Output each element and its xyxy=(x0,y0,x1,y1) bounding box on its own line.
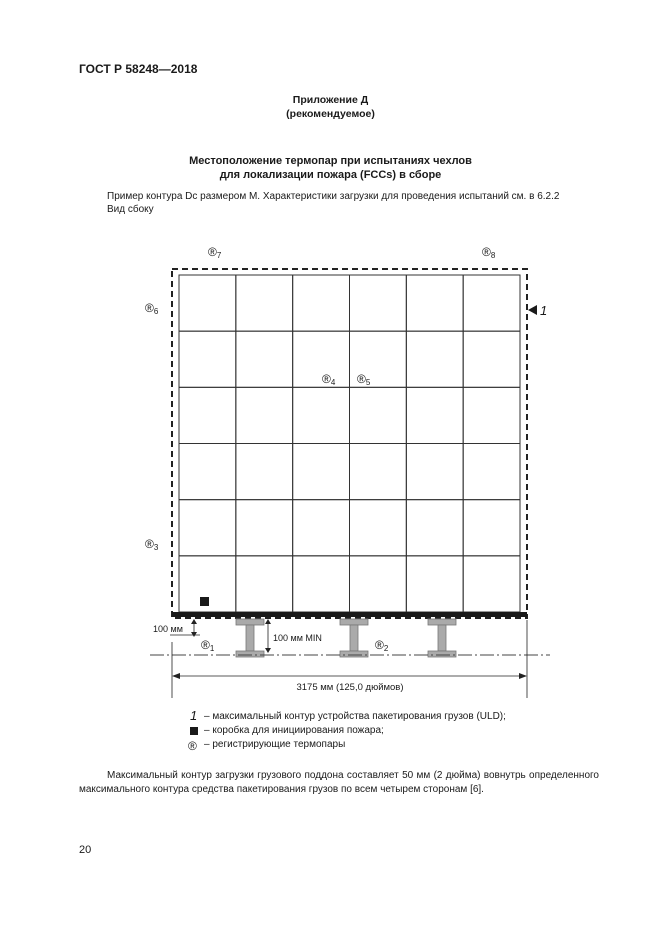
thermocouple-5: ®5 xyxy=(357,372,371,387)
cargo-cell xyxy=(350,275,407,331)
thermocouple-4: ®4 xyxy=(322,372,336,387)
figure-title-line1: Местоположение термопар при испытаниях чехлов xyxy=(189,155,472,167)
cargo-cell xyxy=(293,387,350,443)
cargo-cell xyxy=(293,500,350,556)
cargo-cell xyxy=(406,275,463,331)
cargo-cell xyxy=(293,275,350,331)
legend-item-fire-box: – коробка для инициирования пожара; xyxy=(204,725,384,736)
cargo-cell xyxy=(406,444,463,500)
legend-box-icon xyxy=(190,727,198,735)
dim-100mm-label: 100 мм xyxy=(153,624,183,634)
cargo-cell xyxy=(406,387,463,443)
cargo-cell xyxy=(350,556,407,612)
intro-line1: Пример контура Dc размером M. Характеристики загрузки для проведения испытаний см. в 6.2.2 xyxy=(107,191,560,202)
body-paragraph: Максимальный контур загрузки грузового поддона составляет 50 мм (2 дюйма) вовнутрь определенного максимального контура средства пакетирования грузов по всем четырем сторонам [6]. xyxy=(79,770,599,795)
thermocouple-2: ®2 xyxy=(375,638,389,653)
appendix-status: (рекомендуемое) xyxy=(286,108,375,120)
pallet-base xyxy=(172,612,527,617)
legend-thermocouple-key: ® xyxy=(188,739,197,753)
i-beam-left xyxy=(236,619,264,657)
cargo-cell xyxy=(463,444,520,500)
cargo-cell xyxy=(179,444,236,500)
cargo-cell xyxy=(350,444,407,500)
figure-title-line2: для локализации пожара (FCCs) в сборе xyxy=(219,169,442,181)
appendix-title: Приложение Д xyxy=(292,94,369,106)
cargo-cell xyxy=(236,387,293,443)
cargo-cell xyxy=(463,556,520,612)
cargo-cell xyxy=(179,275,236,331)
thermocouple-8: ®8 xyxy=(482,245,496,260)
cargo-cell xyxy=(179,500,236,556)
cargo-cell xyxy=(406,500,463,556)
dim-width-label: 3175 мм (125,0 дюймов) xyxy=(296,682,404,693)
legend-uld-key: 1 xyxy=(190,708,198,723)
cargo-cell xyxy=(236,444,293,500)
cargo-cell xyxy=(463,500,520,556)
cargo-grid xyxy=(179,275,520,612)
legend-item-thermocouples: – регистрирующие термопары xyxy=(204,739,346,750)
cargo-cell xyxy=(179,387,236,443)
page-number: 20 xyxy=(79,844,92,856)
intro-line2: Вид сбоку xyxy=(107,204,154,215)
thermocouple-3: ®3 xyxy=(145,537,159,552)
dim-min-label: 100 мм MIN xyxy=(273,633,322,643)
uld-label: 1 xyxy=(540,303,548,318)
standard-code: ГОСТ Р 58248—2018 xyxy=(79,62,198,76)
fire-initiation-box xyxy=(200,597,209,606)
i-beam-right xyxy=(428,619,456,657)
cargo-cell xyxy=(463,275,520,331)
cargo-cell xyxy=(179,331,236,387)
cargo-cell xyxy=(236,500,293,556)
cargo-cell xyxy=(406,556,463,612)
cargo-cell xyxy=(293,556,350,612)
legend-item-uld: – максимальный контур устройства пакетирования грузов (ULD); xyxy=(204,711,506,722)
cargo-cell xyxy=(293,444,350,500)
cargo-cell xyxy=(350,387,407,443)
cargo-cell xyxy=(236,275,293,331)
cargo-cell xyxy=(463,387,520,443)
cargo-cell xyxy=(236,556,293,612)
uld-pointer-arrow xyxy=(528,305,537,315)
cargo-cell xyxy=(406,331,463,387)
thermocouple-markers xyxy=(145,245,496,653)
cargo-cell xyxy=(236,331,293,387)
thermocouple-6: ®6 xyxy=(145,301,159,316)
cargo-cell xyxy=(463,331,520,387)
cargo-cell xyxy=(350,500,407,556)
thermocouple-7: ®7 xyxy=(208,245,222,260)
i-beam-middle xyxy=(340,619,368,657)
thermocouple-1: ®1 xyxy=(201,638,215,653)
